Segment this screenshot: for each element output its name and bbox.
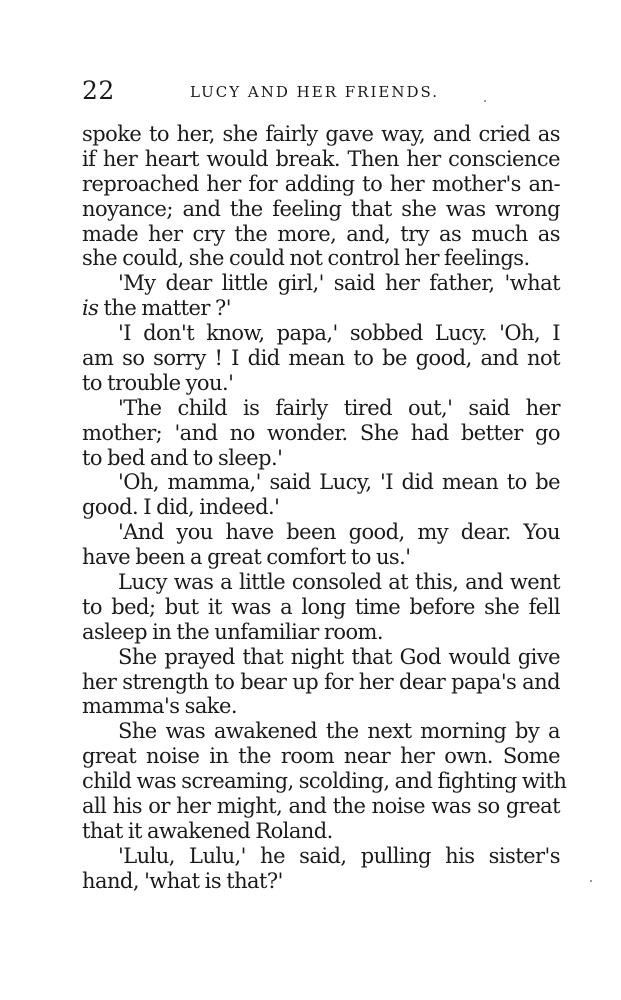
text-line: reproached her for adding to her mother's an- xyxy=(82,171,560,196)
text-line: to trouble you.' xyxy=(82,370,234,395)
text-line: am so sorry ! I did mean to be good, and not xyxy=(82,346,560,371)
running-head xyxy=(82,76,562,110)
text-line: all his or her might, and the noise was so great xyxy=(82,794,560,819)
text-line: Lucy was a little consoled at this, and went xyxy=(118,570,560,595)
text-line: spoke to her, she fairly gave way, and cried as xyxy=(82,122,560,146)
text-line: 'And you have been good, my dear. You xyxy=(118,520,560,545)
running-title: LUCY AND HER FRIENDS. xyxy=(190,83,440,101)
text-line: 'My dear little girl,' said her father, 'what xyxy=(118,271,560,296)
text-line: she could, she could not control her feelings. xyxy=(82,246,530,271)
text-line: hand, 'what is that?' xyxy=(82,868,283,893)
text-line: mamma's sake. xyxy=(82,694,237,719)
paper-speck xyxy=(484,100,486,102)
body-text xyxy=(82,122,567,894)
text-line: good. I did, indeed.' xyxy=(82,495,280,520)
text-line: made her cry the more, and, try as much as xyxy=(82,221,560,246)
text-line: have been a great comfort to us.' xyxy=(82,545,411,570)
text-line: She prayed that night that God would give xyxy=(118,644,560,669)
text-line-with-emphasis xyxy=(82,296,560,321)
text-line: mother; 'and no wonder. She had better go xyxy=(82,420,560,445)
text-line: 'I don't know, papa,' sobbed Lucy. 'Oh, I xyxy=(118,321,560,346)
text-line: 'The child is fairly tired out,' said her xyxy=(118,395,560,420)
emphasized-word: is xyxy=(82,296,99,321)
text-line: noyance; and the feeling that she was wrong xyxy=(82,196,560,221)
text-line: great noise in the room near her own. Some xyxy=(82,744,560,769)
text-line: to bed; but it was a long time before she fell xyxy=(82,594,560,619)
text-line: 'Lulu, Lulu,' he said, pulling his sister's xyxy=(118,843,560,868)
text-line: that it awakened Roland. xyxy=(82,818,333,843)
text-fragment: the matter ?' xyxy=(103,296,231,321)
text-line: 'Oh, mamma,' said Lucy, 'I did mean to be xyxy=(118,470,560,495)
text-line: asleep in the unfamiliar room. xyxy=(82,619,384,644)
text-line: her strength to bear up for her dear papa's and xyxy=(82,669,560,694)
text-line: to bed and to sleep.' xyxy=(82,445,283,470)
text-line: if her heart would break. Then her conscience xyxy=(82,146,560,171)
page-number: 22 xyxy=(82,76,115,105)
text-line: She was awakened the next morning by a xyxy=(118,719,560,744)
text-line: child was screaming, scolding, and fighting with xyxy=(82,769,567,794)
paper-speck xyxy=(590,880,592,882)
